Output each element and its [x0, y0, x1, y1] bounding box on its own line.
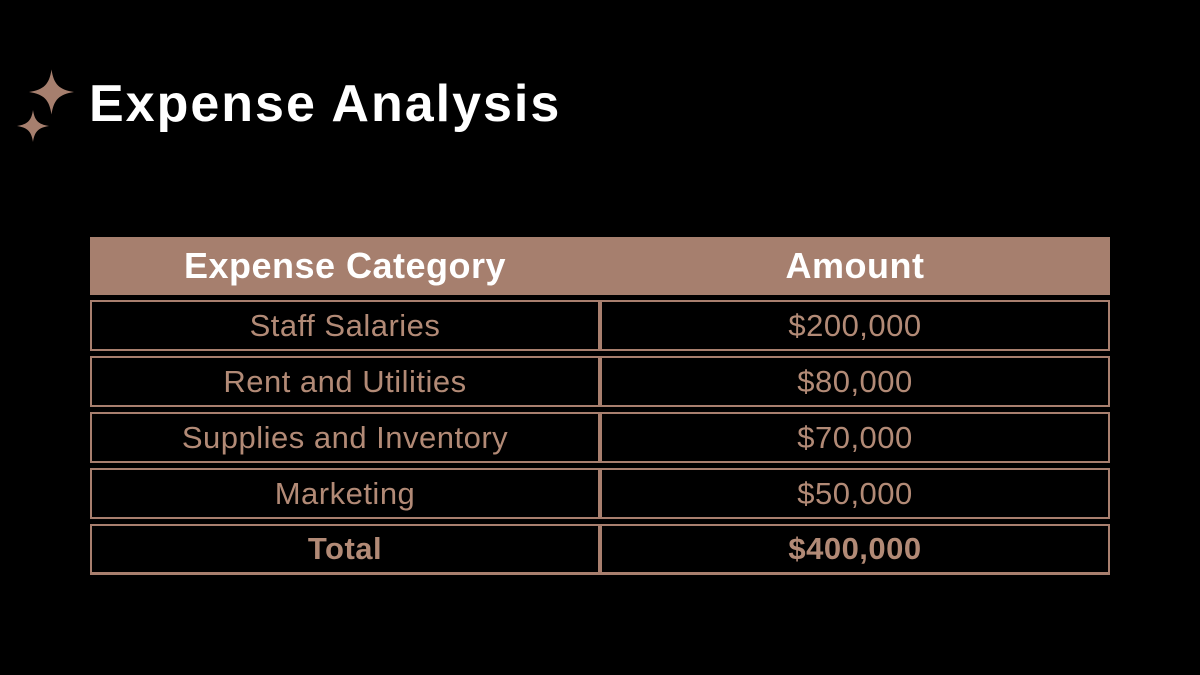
expense-table	[90, 232, 1110, 580]
table-row-staff-salaries	[90, 300, 1110, 351]
sparkle-icon	[17, 109, 49, 143]
table-total-row	[90, 524, 1110, 575]
category-cell: Marketing	[90, 468, 600, 519]
table-header-row	[90, 237, 1110, 295]
table-row-supplies-inventory	[90, 412, 1110, 463]
header-amount: Amount	[600, 237, 1110, 295]
amount-cell: $200,000	[600, 300, 1110, 351]
table-row-rent-utilities	[90, 356, 1110, 407]
amount-cell: $50,000	[600, 468, 1110, 519]
category-cell: Staff Salaries	[90, 300, 600, 351]
category-cell: Rent and Utilities	[90, 356, 600, 407]
amount-cell: $70,000	[600, 412, 1110, 463]
category-cell: Supplies and Inventory	[90, 412, 600, 463]
table-row-marketing	[90, 468, 1110, 519]
total-amount-cell: $400,000	[600, 524, 1110, 575]
slide-title: Expense Analysis	[89, 75, 562, 133]
header-expense-category: Expense Category	[90, 237, 600, 295]
total-label-cell: Total	[90, 524, 600, 575]
amount-cell: $80,000	[600, 356, 1110, 407]
